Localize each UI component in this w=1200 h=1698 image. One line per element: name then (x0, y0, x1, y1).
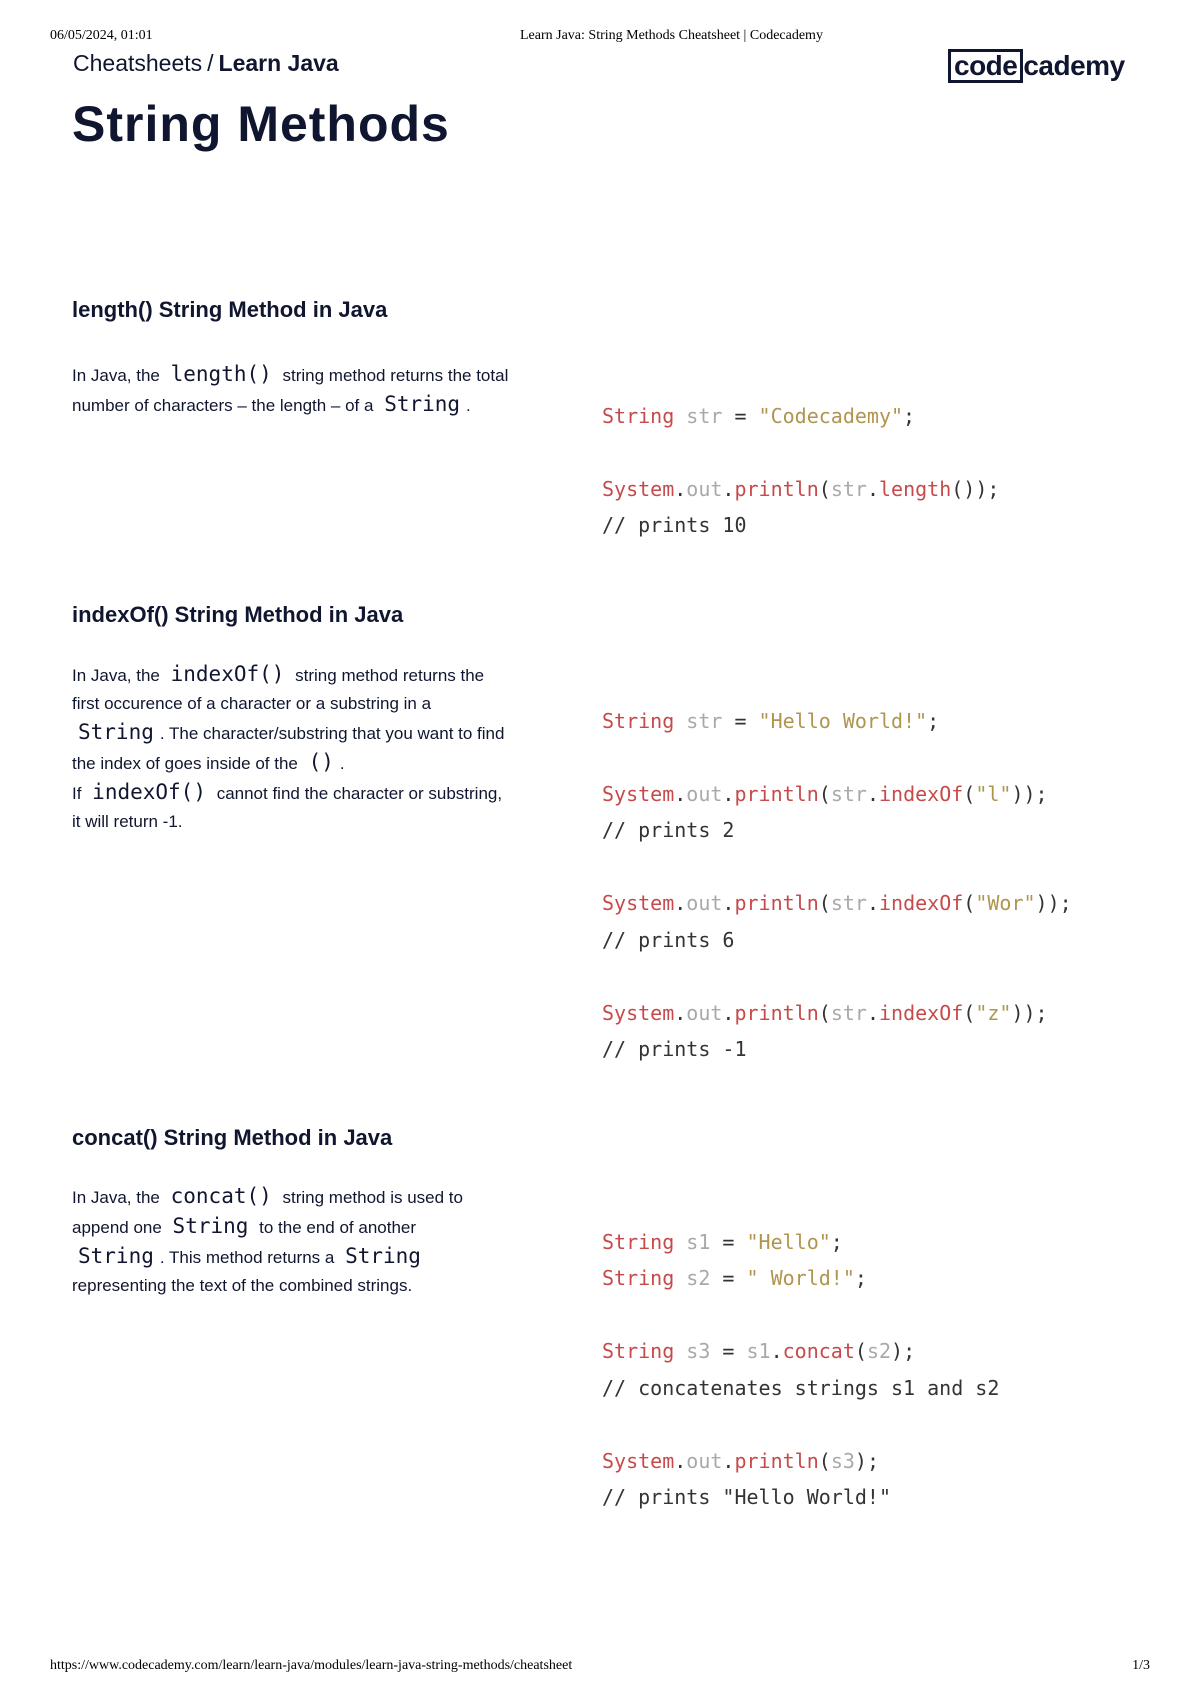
code-token: str (830, 1000, 867, 1025)
page-title: String Methods (72, 96, 450, 152)
code-token: ; (854, 1266, 867, 1290)
code-comment: // prints -1 (602, 1037, 747, 1061)
logo-rest-text: cademy (1023, 50, 1125, 81)
desc-text: . The character/substring that you want to find the index of goes inside of the (72, 724, 505, 773)
code-line (602, 776, 1072, 813)
code-line (602, 1031, 1072, 1068)
section-description (72, 660, 512, 836)
desc-text: string method returns the first occurence of a character or a substring in a (72, 666, 485, 713)
inline-code: String (172, 1214, 249, 1238)
code-token: ( (963, 1000, 976, 1025)
print-doc-title: Learn Java: String Methods Cheatsheet | Codecademy (520, 28, 823, 43)
code-token: . (722, 891, 735, 915)
code-token: s1 (674, 1229, 711, 1254)
code-token: String (602, 1339, 675, 1363)
inline-code: String (345, 1244, 421, 1268)
code-line (602, 1260, 999, 1297)
code-token: s1 (746, 1339, 771, 1363)
code-token: . (674, 1000, 687, 1025)
code-token: out (686, 781, 723, 806)
code-comment: // prints 10 (602, 513, 747, 537)
code-token: . (674, 476, 687, 501)
code-token: out (686, 891, 723, 915)
code-token: )); (1011, 781, 1048, 806)
print-date: 06/05/2024, 01:01 (50, 28, 153, 43)
section-description (72, 360, 512, 420)
inline-code: () (308, 750, 334, 774)
code-token: s3 (674, 1339, 711, 1363)
section-length (72, 297, 1132, 537)
code-token: . (866, 1000, 879, 1025)
code-token: . (674, 891, 687, 915)
code-token: ( (818, 891, 831, 915)
code-token: System (602, 476, 675, 501)
code-token: indexOf (878, 781, 964, 806)
breadcrumb-current-link[interactable]: Learn Java (218, 50, 339, 76)
code-token: ( (818, 476, 831, 501)
code-line (602, 995, 1072, 1032)
code-token: indexOf (878, 1000, 964, 1025)
code-token: String (602, 403, 675, 428)
code-token: ( (818, 781, 831, 806)
desc-text: representing the text of the combined strings. (72, 1276, 413, 1295)
code-token: str (830, 781, 867, 806)
code-token: "l" (975, 781, 1012, 806)
code-token: . (722, 1448, 735, 1473)
section-heading: concat() String Method in Java (72, 1125, 393, 1150)
code-token: "Wor" (975, 891, 1036, 915)
inline-code: String (78, 1244, 154, 1268)
code-token: out (686, 1448, 723, 1473)
code-token: s2 (866, 1339, 892, 1363)
inline-code: length() (170, 362, 272, 386)
code-block (602, 361, 999, 617)
code-token: ; (927, 708, 940, 733)
desc-text: In Java, the (72, 666, 165, 685)
code-token: = (710, 1339, 747, 1363)
code-token: System (602, 891, 675, 915)
code-token: "Codecademy" (758, 403, 904, 428)
code-line (602, 1406, 999, 1443)
code-token: . (770, 1339, 783, 1363)
code-token: ( (963, 781, 976, 806)
code-token: . (722, 781, 735, 806)
code-line (602, 1297, 999, 1334)
code-token: "Hello World!" (758, 708, 928, 733)
code-line (602, 703, 1072, 740)
breadcrumb-cheatsheets-link[interactable]: Cheatsheets (73, 50, 203, 76)
codecademy-logo[interactable] (948, 48, 1125, 84)
code-token: String (602, 708, 675, 733)
desc-text: cannot find the character or substring, it will return -1. (72, 784, 503, 831)
desc-text: to the end of another (254, 1218, 417, 1237)
code-token: ); (854, 1448, 879, 1473)
code-token: println (734, 1000, 819, 1025)
code-line (602, 434, 999, 471)
code-token: System (602, 781, 675, 806)
code-line (602, 849, 1072, 886)
desc-text: If (72, 784, 87, 803)
code-comment: // prints 2 (602, 818, 735, 842)
page-number: 1/3 (1132, 1658, 1150, 1673)
code-token: . (722, 476, 735, 501)
code-token: = (722, 708, 759, 733)
section-description (72, 1182, 512, 1300)
code-line (602, 398, 999, 435)
code-line (602, 812, 1072, 849)
print-header (50, 28, 1150, 48)
section-concat (72, 1125, 1132, 1509)
code-token: " World!" (746, 1266, 855, 1290)
desc-text: . (466, 396, 471, 415)
code-block (602, 666, 1072, 1141)
code-line (602, 922, 1072, 959)
code-token: String (602, 1266, 675, 1290)
code-token: s2 (674, 1266, 711, 1290)
code-token: out (686, 476, 723, 501)
breadcrumb-separator: / (207, 50, 214, 76)
code-line (602, 958, 1072, 995)
print-footer (50, 1658, 1150, 1678)
code-token: System (602, 1448, 675, 1473)
print-url: https://www.codecademy.com/learn/learn-java/modules/learn-java-string-methods/cheatsheet (50, 1658, 573, 1673)
breadcrumb (73, 50, 339, 77)
code-token: "Hello" (746, 1229, 831, 1254)
code-comment: // prints 6 (602, 927, 735, 952)
code-line (602, 1370, 999, 1407)
inline-code: String (384, 392, 461, 416)
code-token: out (686, 1000, 723, 1025)
code-token: str (674, 403, 723, 428)
code-token: . (722, 1000, 735, 1025)
code-line (602, 739, 1072, 776)
code-token: = (710, 1229, 747, 1254)
code-block (602, 1187, 999, 1589)
code-line (602, 1224, 999, 1261)
code-token: println (734, 781, 819, 806)
code-token: . (866, 781, 879, 806)
code-token: concat (782, 1339, 855, 1363)
desc-text: . (339, 754, 345, 773)
code-token: println (734, 891, 819, 915)
section-indexof (72, 602, 1132, 1061)
code-token: = (710, 1266, 747, 1290)
code-token: . (866, 891, 879, 915)
code-comment: // concatenates strings s1 and s2 (602, 1375, 1000, 1400)
code-token: String (602, 1229, 675, 1254)
code-line (602, 1443, 999, 1480)
code-token: System (602, 1000, 675, 1025)
code-token: ( (963, 891, 976, 915)
code-token: ; (830, 1229, 843, 1254)
code-token: ); (891, 1339, 916, 1363)
inline-code: String (78, 720, 154, 744)
inline-code: indexOf() (170, 662, 285, 686)
code-token: ( (854, 1339, 867, 1363)
code-token: println (734, 1448, 819, 1473)
code-token: . (674, 1448, 687, 1473)
code-token: . (866, 476, 879, 501)
code-token: ; (903, 403, 916, 428)
code-line (602, 507, 999, 544)
code-token: s3 (830, 1448, 855, 1473)
desc-text: string method is used to append one (72, 1188, 463, 1237)
desc-text: In Java, the (72, 366, 165, 385)
code-token: )); (1035, 891, 1072, 915)
code-token: ()); (951, 476, 1000, 501)
code-token: . (674, 781, 687, 806)
code-token: "z" (975, 1000, 1012, 1025)
inline-code: indexOf() (92, 780, 206, 804)
section-heading: indexOf() String Method in Java (72, 602, 404, 627)
code-comment: // prints "Hello World!" (602, 1485, 891, 1509)
code-token: length (878, 476, 952, 501)
logo-boxed-text: code (948, 49, 1023, 83)
code-line (602, 471, 999, 508)
code-line (602, 885, 1072, 922)
desc-text: In Java, the (72, 1188, 165, 1207)
code-token: = (722, 403, 759, 428)
code-token: ( (818, 1000, 831, 1025)
section-heading: length() String Method in Java (72, 297, 388, 322)
code-token: )); (1011, 1000, 1048, 1025)
code-token: str (830, 476, 867, 501)
code-token: str (830, 891, 867, 915)
inline-code: concat() (170, 1184, 272, 1208)
code-token: ( (818, 1448, 831, 1473)
code-line (602, 1333, 999, 1370)
code-token: str (674, 708, 723, 733)
code-token: indexOf (878, 891, 964, 915)
code-token: println (734, 476, 819, 501)
desc-text: . This method returns a (159, 1248, 340, 1267)
desc-text: string method returns the total number of characters – the length – of a (72, 366, 509, 415)
code-line (602, 1479, 999, 1516)
